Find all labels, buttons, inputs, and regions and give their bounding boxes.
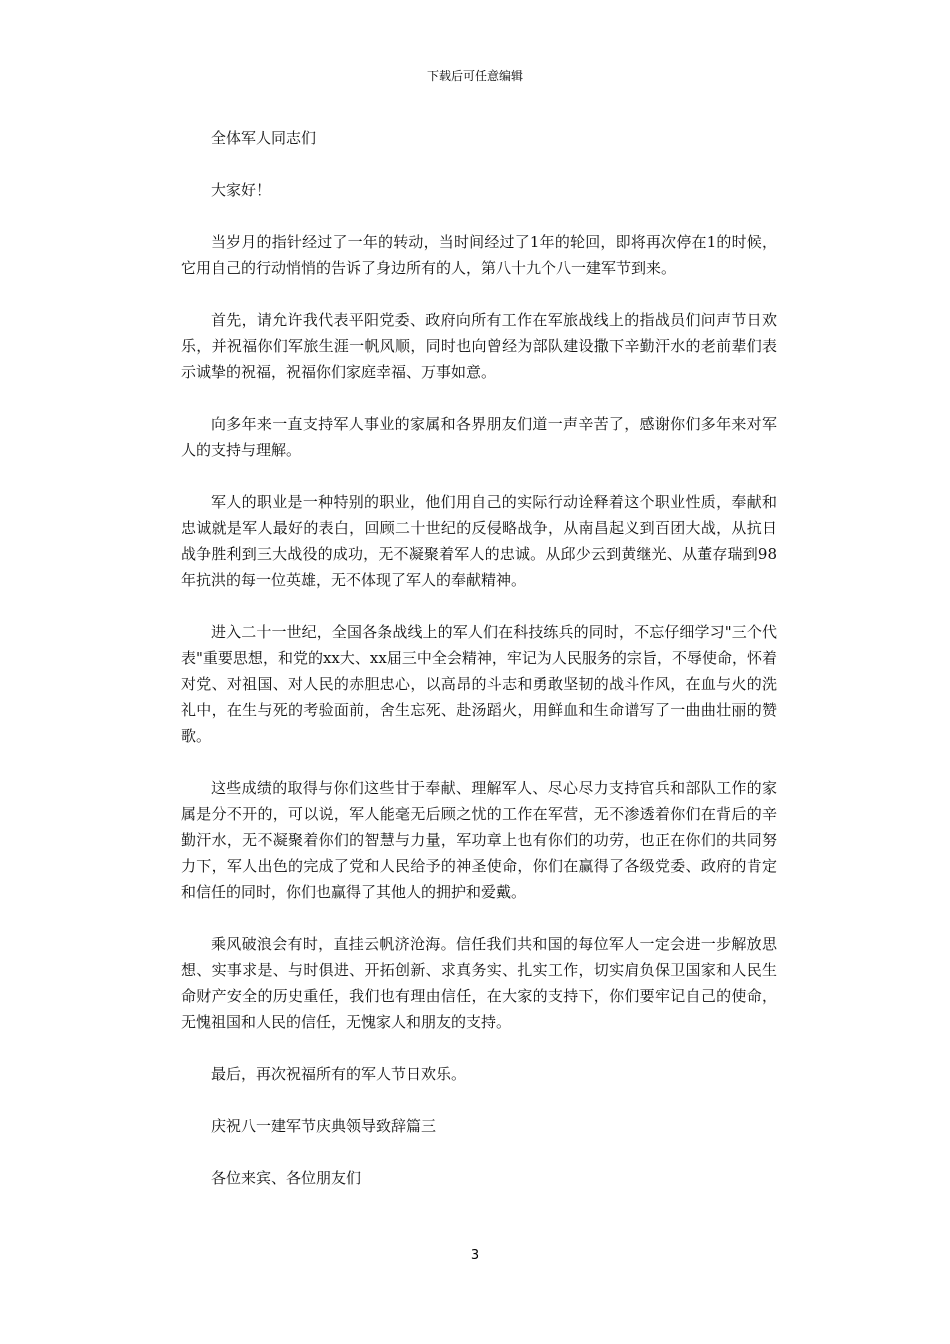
paragraph-confidence: 乘风破浪会有时，直挂云帆济沧海。信任我们共和国的每位军人一定会进一步解放思想、实事求是、与时俱进、开拓创新、求真务实、扎实工作，切实肩负保卫国家和人民生命财产安全的历史重任，我们也有理由信任，在大家的支持下，你们要牢记自己的使命，无愧祖国和人民的信任，无愧家人和朋友的支持。 (181, 935, 777, 1031)
document-body (181, 125, 777, 1217)
paragraph-achievements: 这些成绩的取得与你们这些甘于奉献、理解军人、尽心尽力支持官兵和部队工作的家属是分不开的，可以说，军人能毫无后顾之忧的工作在军营，无不渗透着你们在背后的辛勤汗水，无不凝聚着你们的智慧与力量，军功章上也有你们的功劳，也正在你们的共同努力下，军人出色的完成了党和人民给予的神圣使命，你们在赢得了各级党委、政府的肯定和信任的同时，你们也赢得了其他人的拥护和爱戴。 (181, 779, 777, 901)
paragraph-twenty-first-century: 进入二十一世纪，全国各条战线上的军人们在科技练兵的同时，不忘仔细学习"三个代表"重要思想，和党的xx大、xx届三中全会精神，牢记为人民服务的宗旨，不辱使命，怀着对党、对祖国、对人民的赤胆忠心，以高昂的斗志和勇敢坚韧的战斗作风，在血与火的洗礼中，在生与死的考验面前，舍生忘死、赴汤蹈火，用鲜血和生命谱写了一曲曲壮丽的赞歌。 (181, 623, 777, 745)
paragraph-wishes: 首先，请允许我代表平阳党委、政府向所有工作在军旅战线上的指战员们问声节日欢乐，并祝福你们军旅生涯一帆风顺，同时也向曾经为部队建设撒下辛勤汗水的老前辈们表示诚挚的祝福，祝福你们家庭幸福、万事如意。 (181, 311, 777, 381)
page-header: 下载后可任意编辑 (426, 69, 523, 83)
salutation-guests: 各位来宾、各位朋友们 (211, 1169, 362, 1187)
paragraph-opening: 当岁月的指针经过了一年的转动，当时间经过了1年的轮回，即将再次停在1的时候，它用自己的行动悄悄的告诉了身边所有的人，第八十九个八一建军节到来。 (181, 233, 777, 277)
paragraph-military-profession: 军人的职业是一种特别的职业，他们用自己的实际行动诠释着这个职业性质，奉献和忠诚就是军人最好的表白，回顾二十世纪的反侵略战争，从南昌起义到百团大战，从抗日战争胜利到三大战役的成功，无不凝聚着军人的忠诚。从邱少云到黄继光、从董存瑞到98年抗洪的每一位英雄，无不体现了军人的奉献精神。 (181, 493, 777, 589)
paragraph-thanks-families: 向多年来一直支持军人事业的家属和各界朋友们道一声辛苦了，感谢你们多年来对军人的支持与理解。 (181, 415, 777, 459)
page-number: 3 (470, 1248, 480, 1263)
paragraph-closing: 最后，再次祝福所有的军人节日欢乐。 (211, 1065, 467, 1083)
salutation: 全体军人同志们 (211, 129, 317, 147)
greeting: 大家好！ (211, 181, 272, 199)
section-title: 庆祝八一建军节庆典领导致辞篇三 (211, 1117, 437, 1135)
